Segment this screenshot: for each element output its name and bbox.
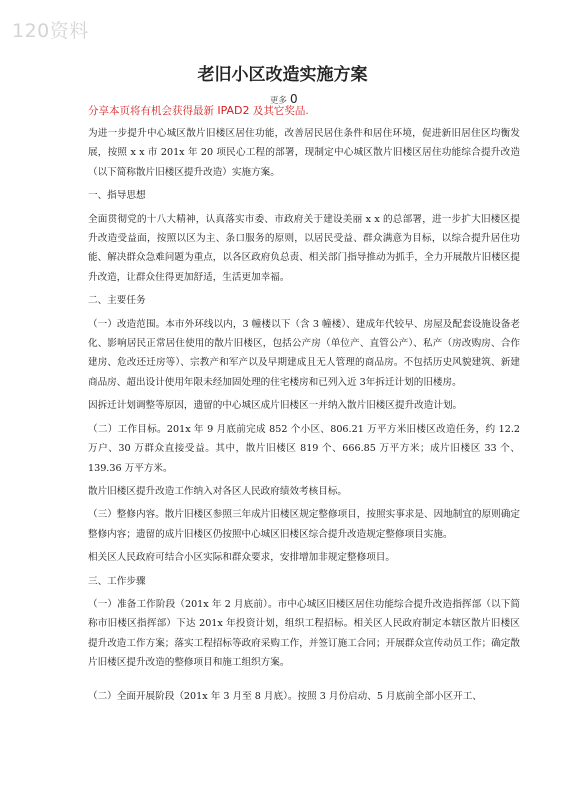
paragraph-goals-note: 散片旧楼区提升改造工作纳入对各区人民政府绩效考核目标。 (88, 485, 348, 497)
heading-work-steps: 三、工作步骤 (88, 575, 146, 587)
more-label[interactable]: 更多 (270, 96, 288, 106)
document-title: 老旧小区改造实施方案 (197, 65, 368, 85)
heading-main-tasks: 二、主要任务 (88, 295, 146, 307)
promo-ipad: IPAD2 (217, 104, 250, 117)
paragraph-preparation-stage: （一）准备工作阶段（201x 年 2 月底前）。市中心城区旧楼区居住功能综合提升改造指挥部（以下简称市旧楼区指挥部）下达 201x 年投资计划，组织工程招标。相关区人民政府制定本辖区散片旧楼区提升改造工作方案；落实工程招标等政府采购工作，并签订施工合同；开展群众宣传动员工作；确定散片旧楼区提升改造的整修项目和施工组织方案。 (88, 598, 520, 669)
paragraph-repair-content: （三）整修内容。散片旧楼区参照三年成片旧楼区规定整修项目，按照实事求是、因地制宜的原则确定整修内容；遗留的成片旧楼区仍按照中心城区旧楼区综合提升改造规定整修项目实施。 (88, 509, 520, 540)
paragraph-repair-note: 相关区人民政府可结合小区实际和群众要求，安排增加非规定整修项目。 (88, 552, 395, 564)
heading-guiding-ideology: 一、指导思想 (88, 190, 146, 202)
paragraph-guiding-ideology: 全面贯彻党的十八大精神，认真落实市委、市政府关于建设美丽 x x 的总部署，进一步扩大旧楼区提升改造受益面，按照以区为主、条口服务的原则，以居民受益、群众满意为目标，以综合提升居住功能、解决群众急难问题为重点，以各区政府负总责、相关部门指导推动为抓手，全力开展散片旧楼区提升改造，让群众住得更加舒适，生活更加幸福。 (88, 213, 520, 283)
paragraph-goals: （二）工作目标。201x 年 9 月底前完成 852 个小区、806.21 万平方米旧楼区改造任务，约 12.2 万户、30 万群众直接受益。其中，散片旧楼区 819 个、666.85 万平方米；成片旧楼区 33 个、139.36 万平方米。 (88, 423, 520, 474)
promo-text-after: 及其它奖品. (252, 105, 309, 117)
promo-text-before: 分享本页将有机会获得最新 (88, 105, 214, 117)
more-count: 0 (290, 92, 298, 106)
watermark: 120资料 (12, 20, 89, 42)
paragraph-scope-note: 因拆迁计划调整等原因，遗留的中心城区成片旧楼区一并纳入散片旧楼区提升改造计划。 (88, 400, 463, 412)
share-promo[interactable] (88, 103, 309, 118)
document-body (88, 124, 520, 710)
paragraph-scope: （一）改造范围。本市外环线以内，3 幢楼以下（含 3 幢楼）、建成年代较早、房屋及配套设施设备老化、影响居民正常居住使用的散片旧楼区，包括公产房（单位产、直管公产）、私产（房改购房、合作建房、危改还迁房等）、宗教产和军产以及早期建成且无人管理的商品房。不包括历史风貌建筑、新建商品房、超出设计使用年限未经加固处理的住宅楼房和已列入近 3年拆迁计划的旧楼房。 (88, 318, 520, 388)
paragraph-intro: 为进一步提升中心城区散片旧楼区居住功能，改善居民居住条件和居住环境，促进新旧居住区均衡发展，按照 x x 市 201x 年 20 项民心工程的部署，现制定中心城区散片旧楼区居住功能综合提升改造（以下简称散片旧楼区提升改造）实施方案。 (88, 128, 520, 178)
paragraph-full-stage: （二）全面开展阶段（201x 年 3 月至 8 月底）。按照 3 月份启动、5 月底前全部小区开工、 (88, 690, 482, 702)
